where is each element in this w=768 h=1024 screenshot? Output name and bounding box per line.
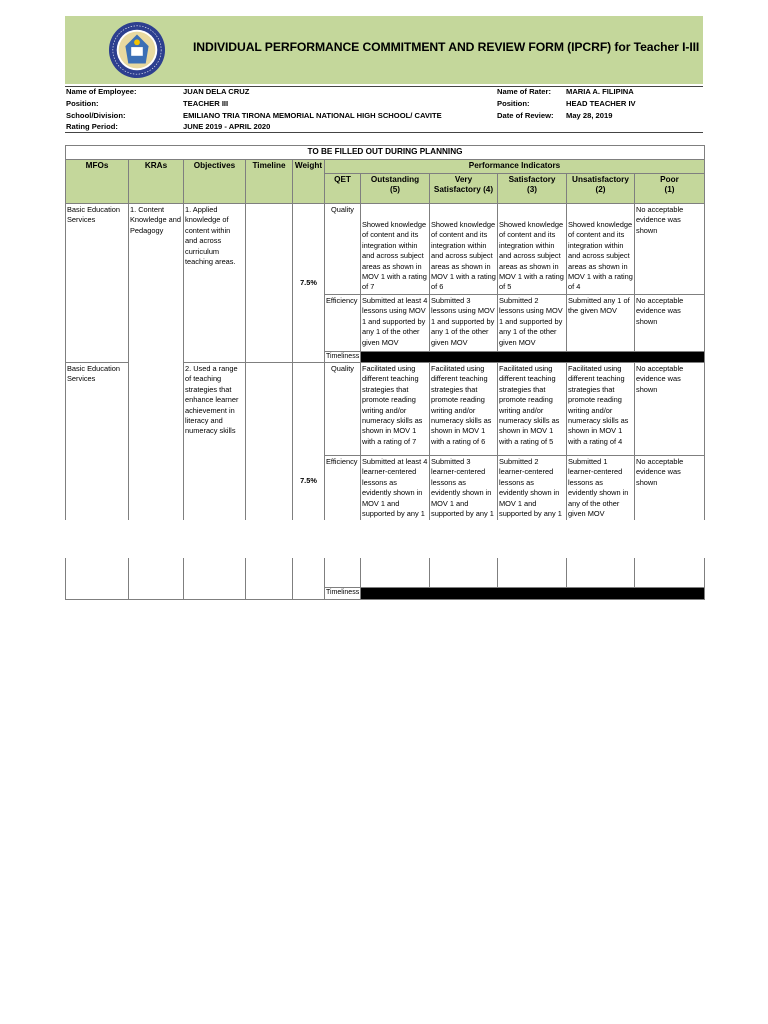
school-value: EMILIANO TRIA TIRONA MEMORIAL NATIONAL HIGH SCHOOL/ CAVITE: [183, 111, 442, 120]
header-satisfactory: Satisfactory (3): [498, 174, 567, 204]
review-date-value: May 28, 2019: [566, 111, 613, 120]
indicator-cell: Facilitated using different teaching strategies that promote reading writing and/or numeracy skills as shown in MOV 1 with a rating of 4: [567, 363, 635, 456]
weight-cell: 7.5%: [293, 363, 325, 600]
employee-info-block: [65, 86, 703, 132]
indicator-cell: Submitted at least 4 lessons using MOV 1 and supported by any 1 of the other given MOV: [361, 295, 430, 352]
timeliness-blackout: [361, 352, 705, 363]
qet-quality-label: Quality: [325, 363, 361, 456]
qet-efficiency-label: Efficiency: [325, 295, 361, 352]
mfo-cell: Basic Education Services: [66, 363, 129, 600]
table-row: [66, 204, 705, 295]
indicator-cell: Submitted 3 learner-centered lessons as evidently shown in MOV 1 and supported by any 1: [430, 456, 498, 588]
mfo-cell: Basic Education Services: [66, 204, 129, 363]
weight-cell: 7.5%: [293, 204, 325, 363]
planning-banner: TO BE FILLED OUT DURING PLANNING: [66, 146, 705, 160]
header-banner: [65, 16, 703, 84]
page-break-gap: [0, 520, 768, 558]
indicator-cell: Showed knowledge of content and its integration within and across subject areas as shown in MOV 1 with a rating of 7: [361, 204, 430, 295]
indicator-cell: No acceptable evidence was shown: [635, 295, 705, 352]
employee-position-label: Position:: [66, 99, 99, 108]
header-timeline: Timeline: [246, 160, 293, 204]
header-weight: Weight: [293, 160, 325, 204]
indicator-cell: Showed knowledge of content and its integration within and across subject areas as shown in MOV 1 with a rating of 4: [567, 204, 635, 295]
rater-name-value: MARIA A. FILIPINA: [566, 87, 634, 96]
kra-cell: 1. Content Knowledge and Pedagogy: [129, 204, 184, 600]
school-label: School/Division:: [66, 111, 126, 120]
qet-timeliness-label: Timeliness: [325, 352, 361, 363]
indicator-cell: Submitted 1 learner-centered lessons as evidently shown in any of the other given MOV: [567, 456, 635, 588]
indicator-cell: Facilitated using different teaching strategies that promote reading writing and/or numeracy skills as shown in MOV 1 with a rating of 7: [361, 363, 430, 456]
indicator-cell: Submitted 2 learner-centered lessons as evidently shown in MOV 1 and supported by any 1: [498, 456, 567, 588]
indicator-cell: Submitted 3 lessons using MOV 1 and supported by any 1 of the other given MOV: [430, 295, 498, 352]
header-very-satisfactory: Very Satisfactory (4): [430, 174, 498, 204]
employee-name-label: Name of Employee:: [66, 87, 137, 96]
header-performance-indicators: Performance Indicators: [325, 160, 705, 174]
header-unsatisfactory: Unsatisfactory (2): [567, 174, 635, 204]
rater-position-value: HEAD TEACHER IV: [566, 99, 636, 108]
header-outstanding: Outstanding (5): [361, 174, 430, 204]
employee-position-value: TEACHER III: [183, 99, 229, 108]
indicator-cell: Showed knowledge of content and its integration within and across subject areas as shown in MOV 1 with a rating of 6: [430, 204, 498, 295]
header-kras: KRAs: [129, 160, 184, 204]
header-objectives: Objectives: [184, 160, 246, 204]
rater-position-label: Position:: [497, 99, 530, 108]
indicator-cell: Submitted any 1 of the given MOV: [567, 295, 635, 352]
indicator-cell: Submitted at least 4 learner-centered lessons as evidently shown in MOV 1 and supported by any 1: [361, 456, 430, 588]
timeliness-blackout: [361, 588, 705, 600]
header-qet: QET: [325, 174, 361, 204]
qet-efficiency-label: Efficiency: [325, 456, 361, 588]
qet-timeliness-label: Timeliness: [325, 588, 361, 600]
indicator-cell: Facilitated using different teaching strategies that promote reading writing and/or numeracy skills as shown in MOV 1 with a rating of 5: [498, 363, 567, 456]
deped-seal-icon: [108, 21, 166, 79]
form-title: INDIVIDUAL PERFORMANCE COMMITMENT AND REVIEW FORM (IPCRF) for Teacher I-III: [193, 40, 700, 54]
header-poor: Poor (1): [635, 174, 705, 204]
objective-cell: 1. Applied knowledge of content within and across curriculum teaching areas.: [184, 204, 246, 363]
indicator-cell: No acceptable evidence was shown: [635, 363, 705, 456]
employee-name-value: JUAN DELA CRUZ: [183, 87, 250, 96]
objective-cell: 2. Used a range of teaching strategies that enhance learner achievement in literacy and numeracy skills: [184, 363, 246, 600]
indicator-cell: Showed knowledge of content and its integration within and across subject areas as shown in MOV 1 with a rating of 5: [498, 204, 567, 295]
timeline-cell: [246, 363, 293, 600]
indicator-cell: Submitted 2 lessons using MOV 1 and supported by any 1 of the other given MOV: [498, 295, 567, 352]
rating-period-label: Rating Period:: [66, 122, 118, 131]
indicator-cell: Facilitated using different teaching strategies that promote reading writing and/or numeracy skills as shown in MOV 1 with a rating of 6: [430, 363, 498, 456]
qet-quality-label: Quality: [325, 204, 361, 295]
indicator-cell: No acceptable evidence was shown: [635, 204, 705, 295]
rating-period-value: JUNE 2019 - APRIL 2020: [183, 122, 271, 131]
indicator-cell: No acceptable evidence was shown: [635, 456, 705, 588]
review-date-label: Date of Review:: [497, 111, 554, 120]
header-mfos: MFOs: [66, 160, 129, 204]
rater-name-label: Name of Rater:: [497, 87, 552, 96]
timeline-cell: [246, 204, 293, 363]
